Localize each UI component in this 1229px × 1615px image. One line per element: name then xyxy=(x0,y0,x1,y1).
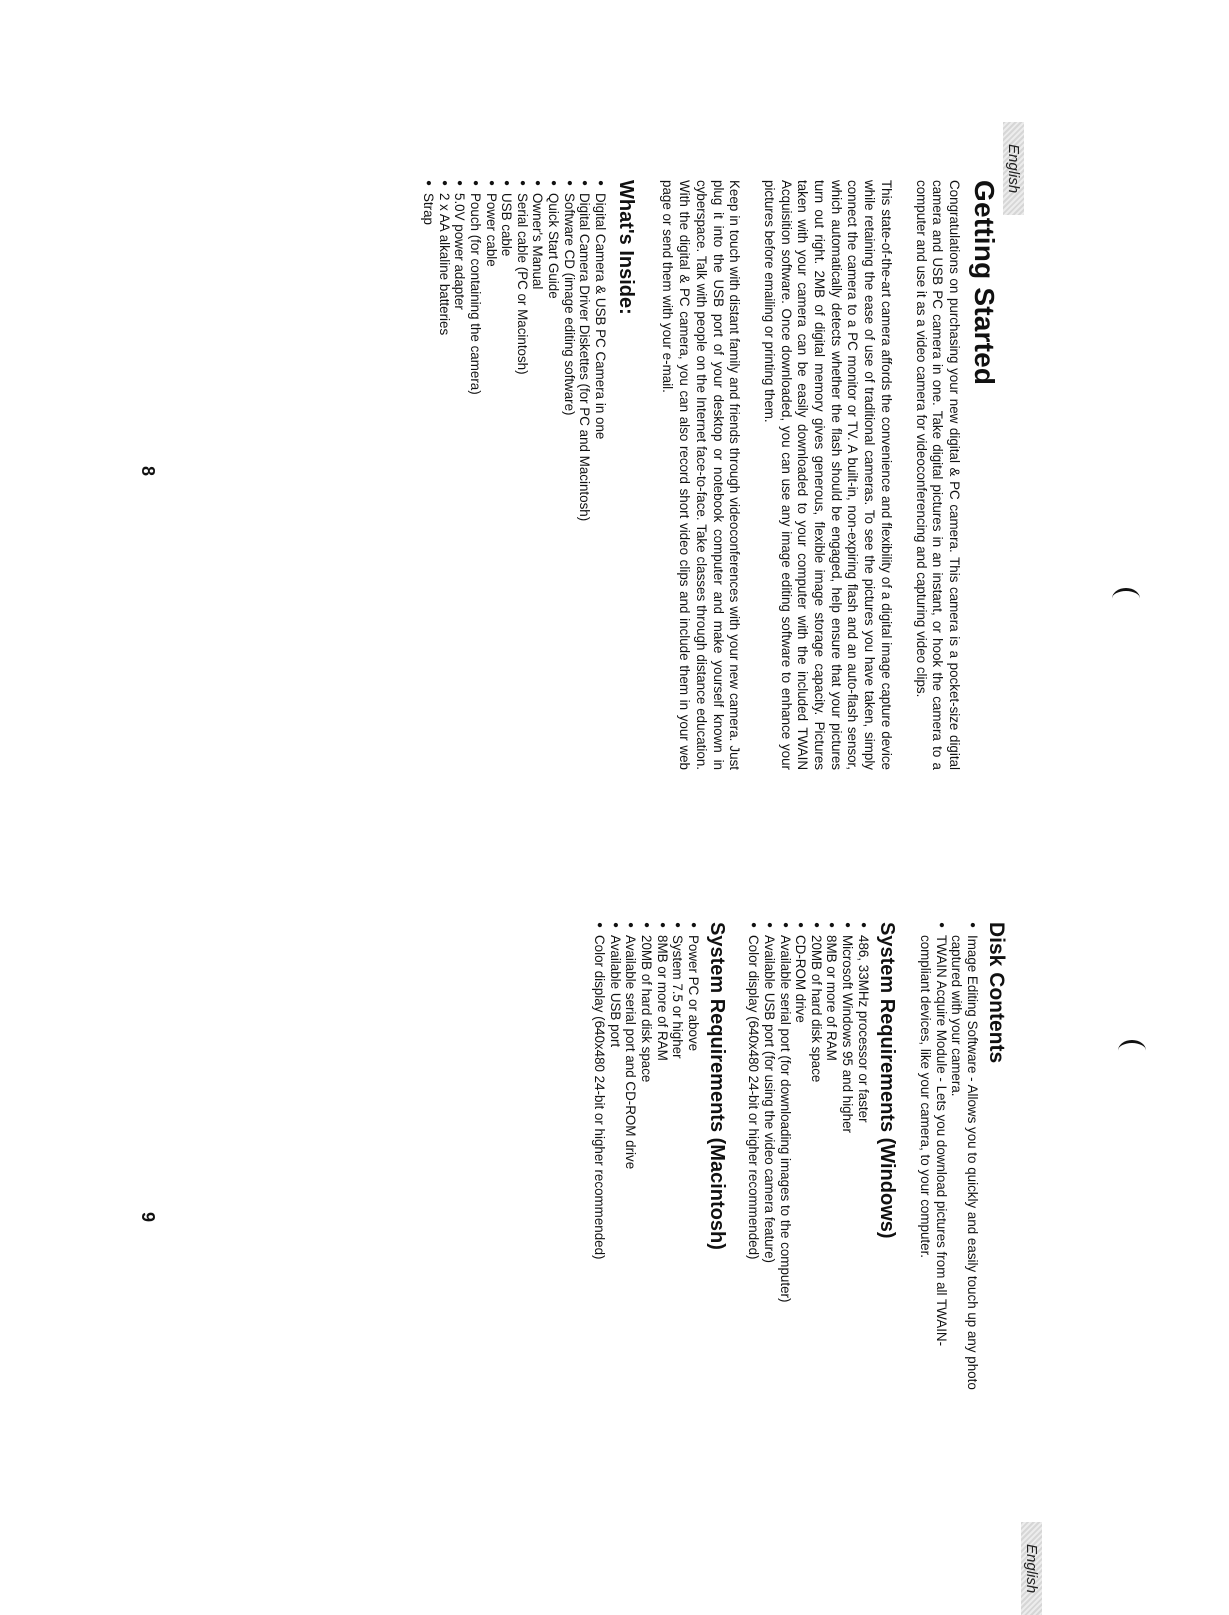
list-item: ● Image Editing Software - Allows you to quickly and easily touch up any photo captured with your camera. xyxy=(949,922,980,1392)
page-number-left: 8 xyxy=(138,466,158,477)
list-item: ● Microsoft Windows 95 and higher xyxy=(839,922,855,1392)
list-item: ● Power cable xyxy=(483,180,499,770)
disk-contents-list xyxy=(918,922,980,1392)
list-item: ● Available USB port xyxy=(607,922,623,1392)
list-item: ● 486, 33MHz processor or faster xyxy=(855,922,871,1392)
header-language-tag: English xyxy=(1003,122,1024,215)
features-paragraph: This state-of-the-art camera affords the convenience and flexibility of a digital image capture device while retaining the ease of use of traditional cameras. To see the pictures you have taken, simply connect the camera to a PC monitor or TV. A built-in, non-expiring flash and an auto-flash sensor, which automatically detects whether the flash should be engaged, help ensure that your pictures turn out right. 2MB of digital memory gives generous, flexible image storage capacity. Pictures taken with your camera can be easily downloaded to your computer with the included TWAIN Acquisition software. Once downloaded, you can use any image editing software to enhance your pictures before emailing or printing them. xyxy=(761,180,894,770)
list-item: ● Power PC or above xyxy=(685,922,701,1392)
list-item: ● CD-ROM drive xyxy=(793,922,809,1392)
binding-mark-icon xyxy=(1118,1040,1146,1061)
list-item: ● Available serial port (for downloading images to the computer) xyxy=(777,922,793,1392)
list-item: ● Available USB port (for using the video camera feature) xyxy=(761,922,777,1392)
disk-contents-heading: Disk Contents xyxy=(985,922,1008,1064)
list-item: ● TWAIN Acquire Module - Lets you download pictures from all TWAIN-compliant devices, like your camera, to your computer. xyxy=(918,922,949,1392)
list-item: ● Color display (640x480 24-bit or higher recommended) xyxy=(592,922,608,1392)
list-item: ● Color display (640x480 24-bit or higher recommended) xyxy=(746,922,762,1392)
page-number-right: 9 xyxy=(138,1212,158,1223)
binding-mark-icon xyxy=(1112,588,1140,609)
videoconference-paragraph: Keep in touch with distant family and friends through videoconferences with your new camera. Just plug it into the USB port of your desktop or notebook computer and make yourself known in cyberspace. Talk with people on the Internet face-to-face. Take classes through distance education. With the digital & PC camera, you can also record short video clips and include them in your web page or send them with your e-mail. xyxy=(660,180,743,770)
list-item: ● Digital Camera Driver Diskettes (for PC and Macintosh) xyxy=(577,180,593,770)
list-item: ● 20MB of hard disk space xyxy=(808,922,824,1392)
list-item: ● 5.0V power adapter xyxy=(452,180,468,770)
list-item: ● Software CD (image editing software) xyxy=(561,180,577,770)
windows-requirements-heading: System Requirements (Windows) xyxy=(875,922,898,1239)
whats-inside-heading: What's Inside: xyxy=(614,180,637,315)
list-item: ● System 7.5 or higher xyxy=(670,922,686,1392)
list-item: ● Pouch (for containing the camera) xyxy=(467,180,483,770)
page-title: Getting Started xyxy=(969,180,1000,386)
list-item: ● Quick Start Guide xyxy=(545,180,561,770)
list-item: ● 20MB of hard disk space xyxy=(639,922,655,1392)
list-item: ● 8MB or more of RAM xyxy=(654,922,670,1392)
list-item: ● Owner's Manual xyxy=(530,180,546,770)
intro-paragraph: Congratulations on purchasing your new digital & PC camera. This camera is a pocket-size digital camera and USB PC camera in one. Take digital pictures in an instant, or hook the camera to a computer and use it as a video camera for videoconferencing and capturing video clips. xyxy=(913,180,962,770)
windows-requirements-list xyxy=(746,922,871,1392)
list-item: ● Available serial port and CD-ROM drive xyxy=(623,922,639,1392)
macintosh-requirements-heading: System Requirements (Macintosh) xyxy=(705,922,728,1250)
macintosh-requirements-list xyxy=(592,922,701,1392)
disk-contents-section xyxy=(592,922,1008,1392)
getting-started-section xyxy=(421,180,1000,770)
footer-language-tag: English xyxy=(1021,1522,1042,1615)
list-item: ● 8MB or more of RAM xyxy=(824,922,840,1392)
list-item: ● Digital Camera & USB PC Camera in one xyxy=(592,180,608,770)
list-item: ● 2 x AA alkaline batteries xyxy=(436,180,452,770)
whats-inside-list xyxy=(421,180,608,770)
list-item: ● USB cable xyxy=(499,180,515,770)
list-item: ● Serial cable (PC or Macintosh) xyxy=(514,180,530,770)
list-item: ● Strap xyxy=(421,180,437,770)
